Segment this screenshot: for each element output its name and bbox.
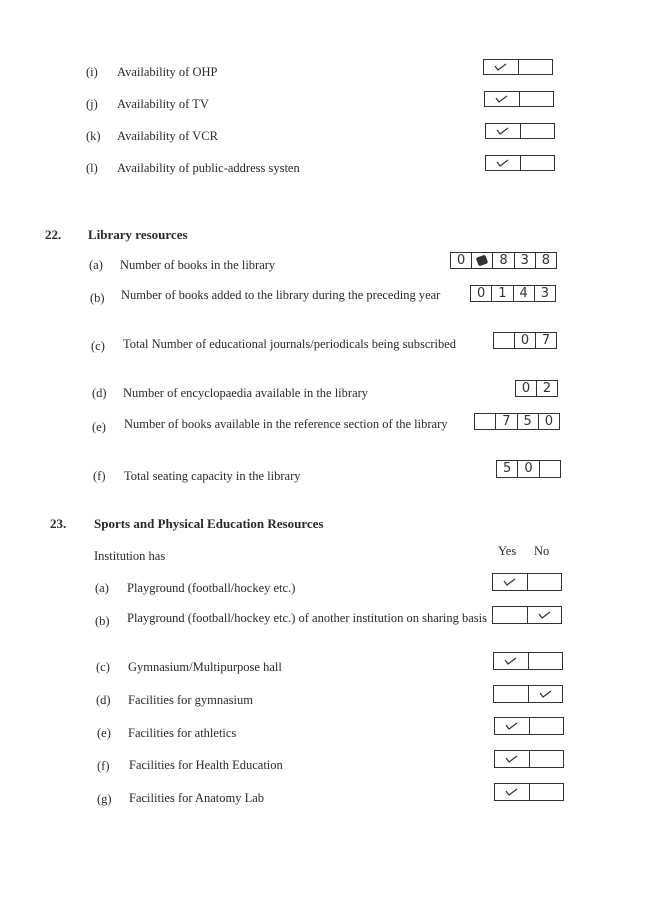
yes-cell[interactable]: [484, 60, 519, 74]
yes-cell[interactable]: [495, 784, 530, 800]
yes-no-checkbox[interactable]: [484, 91, 554, 107]
digit-box[interactable]: [496, 460, 561, 478]
item-letter: (j): [86, 97, 98, 111]
digit-cell: 3: [540, 285, 550, 301]
checkmark-icon: [504, 657, 517, 665]
no-cell[interactable]: [528, 574, 562, 590]
checkmark-icon: [495, 95, 508, 103]
checkmark-icon: [503, 578, 516, 586]
digit-box[interactable]: [450, 252, 557, 269]
digit-cell: [475, 414, 496, 429]
digit-cell: 0: [451, 253, 472, 268]
no-cell[interactable]: [530, 718, 564, 734]
digit-cell: 1: [492, 286, 513, 301]
digit-cell: 0: [544, 413, 554, 429]
checkmark-icon: [496, 159, 509, 167]
section-title: Sports and Physical Education Resources: [94, 516, 324, 531]
item-text: Availability of VCR: [117, 129, 218, 143]
section-number: 22.: [45, 227, 62, 242]
scribble-icon: [476, 255, 488, 267]
digit-cell: 0: [515, 333, 536, 348]
item-letter: (c): [91, 339, 105, 353]
digit-box[interactable]: [493, 332, 557, 349]
item-letter: (f): [97, 759, 110, 773]
yes-no-checkbox[interactable]: [493, 652, 563, 670]
digit-cell: 3: [515, 253, 536, 268]
item-letter: (a): [89, 258, 103, 272]
item-text: Number of encyclopaedia available in the library: [123, 386, 369, 400]
yes-no-checkbox[interactable]: [494, 783, 564, 801]
item-letter: (e): [92, 420, 106, 434]
item-text: Gymnasium/Multipurpose hall: [128, 660, 282, 674]
item-text: Playground (football/hockey etc.) of another institution on sharing basis: [127, 611, 487, 625]
digit-box[interactable]: [470, 285, 556, 302]
checkmark-icon: [538, 611, 551, 619]
section-number: 23.: [50, 516, 67, 531]
yes-cell[interactable]: [493, 574, 528, 590]
digit-cell: 0: [516, 381, 537, 396]
digit-cell: [494, 333, 515, 348]
yes-cell[interactable]: [486, 156, 521, 170]
item-letter: (i): [86, 65, 98, 79]
item-text: Total seating capacity in the library: [124, 469, 301, 483]
item-letter: (l): [86, 161, 98, 175]
item-letter: (b): [95, 614, 110, 628]
item-text: Playground (football/hockey etc.): [127, 581, 296, 595]
checkmark-icon: [505, 722, 518, 730]
yes-no-checkbox[interactable]: [494, 717, 564, 735]
checkmark-icon: [494, 63, 507, 71]
item-text: Facilities for athletics: [128, 726, 237, 740]
checkmark-icon: [505, 755, 518, 763]
yes-no-checkbox[interactable]: [494, 750, 564, 768]
no-cell[interactable]: [519, 60, 553, 74]
item-letter: (b): [90, 291, 105, 305]
item-text: Facilities for Health Education: [129, 758, 283, 772]
item-text: Number of books available in the reference section of the library: [124, 417, 448, 431]
no-cell[interactable]: [529, 686, 563, 702]
no-cell[interactable]: [520, 92, 554, 106]
item-letter: (a): [95, 581, 109, 595]
no-cell[interactable]: [521, 124, 555, 138]
no-cell[interactable]: [528, 607, 562, 623]
item-letter: (e): [97, 726, 111, 740]
no-cell[interactable]: [530, 784, 564, 800]
item-text: Availability of public-address systen: [117, 161, 300, 175]
no-column-header: No: [534, 544, 550, 558]
yes-no-checkbox[interactable]: [483, 59, 553, 75]
checkmark-icon: [505, 788, 518, 796]
item-text: Number of books added to the library during the preceding year: [121, 288, 441, 302]
digit-cell: 8: [493, 253, 514, 268]
yes-cell[interactable]: [494, 686, 529, 702]
digit-cell: 5: [518, 414, 539, 429]
no-cell[interactable]: [529, 653, 563, 669]
item-text: Total Number of educational journals/periodicals being subscribed: [123, 337, 457, 351]
digit-cell: 7: [496, 414, 517, 429]
yes-no-checkbox[interactable]: [492, 573, 562, 591]
item-text: Facilities for Anatomy Lab: [129, 791, 265, 805]
digit-box[interactable]: [515, 380, 558, 397]
item-letter: (k): [86, 129, 101, 143]
yes-cell[interactable]: [493, 607, 528, 623]
item-letter: (d): [96, 693, 111, 707]
yes-cell[interactable]: [494, 653, 529, 669]
item-text: Number of books in the library: [120, 258, 276, 272]
yes-cell[interactable]: [486, 124, 521, 138]
digit-cell: 5: [497, 461, 518, 477]
item-text: Availability of OHP: [117, 65, 218, 79]
no-cell[interactable]: [530, 751, 564, 767]
item-letter: (c): [96, 660, 110, 674]
yes-cell[interactable]: [495, 718, 530, 734]
item-letter: (f): [93, 469, 106, 483]
digit-box[interactable]: [474, 413, 560, 430]
section-title: Library resources: [88, 227, 188, 242]
digit-cell: 8: [541, 252, 551, 268]
yes-no-checkbox[interactable]: [485, 123, 555, 139]
checkmark-icon: [496, 127, 509, 135]
yes-no-checkbox[interactable]: [485, 155, 555, 171]
digit-cell: [540, 461, 560, 477]
yes-cell[interactable]: [495, 751, 530, 767]
intro-text: Institution has: [94, 549, 166, 563]
digit-cell-overwritten: [472, 253, 493, 268]
yes-no-checkbox[interactable]: [492, 606, 562, 624]
yes-column-header: Yes: [498, 544, 517, 558]
no-cell[interactable]: [521, 156, 555, 170]
item-text: Availability of TV: [117, 97, 209, 111]
digit-cell: 0: [518, 461, 539, 477]
yes-cell[interactable]: [485, 92, 520, 106]
checkmark-icon: [539, 690, 552, 698]
item-letter: (d): [92, 386, 107, 400]
digit-cell: 7: [541, 332, 551, 348]
digit-cell: 0: [471, 286, 492, 301]
item-letter: (g): [97, 792, 112, 806]
yes-no-checkbox[interactable]: [493, 685, 563, 703]
digit-cell: 4: [514, 286, 535, 301]
item-text: Facilities for gymnasium: [128, 693, 253, 707]
digit-cell: 2: [542, 380, 552, 396]
